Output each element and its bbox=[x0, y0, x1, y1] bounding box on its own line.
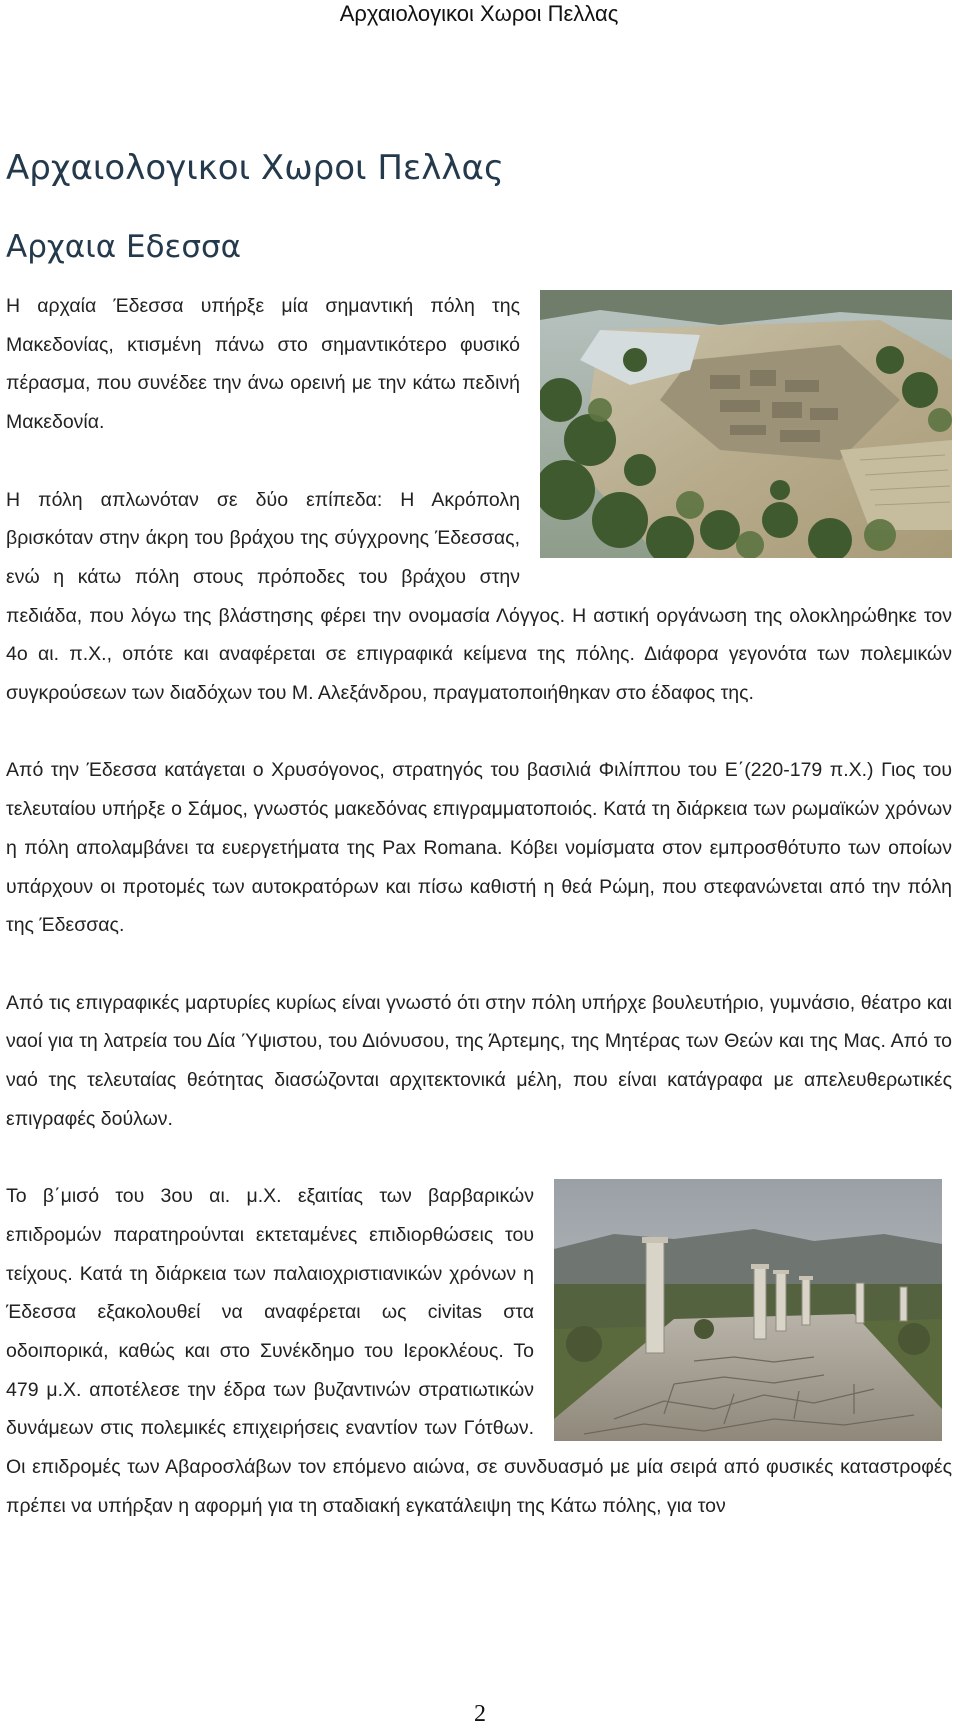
aerial-excavation-photo bbox=[540, 290, 952, 558]
document-title: Αρχαιολογικοι Χωροι Πελλας bbox=[6, 148, 504, 188]
paragraph-1: Η αρχαία Έδεσσα υπήρξε μία σημαντική πόλη της Μακεδονίας, κτισμένη πάνω στο σημαντικότερο φυσικό πέρασμα, που συνέδεε την άνω ορεινή με την κάτω πεδινή Μακεδονία. bbox=[6, 295, 520, 434]
page-number: 2 bbox=[474, 1701, 486, 1727]
section-heading: Αρχαια Εδεσσα bbox=[6, 229, 242, 265]
paragraph-5: Το β΄μισό του 3ου αι. μ.Χ. εξαιτίας των βαρβαρικών επιδρομών παρατηρούνται εκτεταμένες επιδιορθώσεις του τείχους. Κατά τη διάρκεια των παλαιοχριστιανικών χρόνων η Έδεσσα εξακολουθεί να αναφέρεται ως civitas στα οδοιπορικά, καθώς και στο Συνέκδημο του Ιεροκλέους. Το 479 μ.Χ. αποτέλεσε την έδρα των βυζαντινών στρατιωτικών δυνάμεων στις πολεμικές επιχειρήσεις εναντίον των Γότθων. Οι επιδρομές των Αβαροσλάβων τον επόμενο αιώνα, σε συνδυασμό με μία σειρά από φυσικές καταστροφές πρέπει να υπήρξαν η αφορμή για τη σταδιακή εγκατάλειψη της Κάτω πόλης, για τον bbox=[6, 1185, 952, 1517]
ancient-road-columns-image bbox=[554, 1179, 942, 1441]
article-body bbox=[6, 287, 952, 1525]
paragraph-4: Από τις επιγραφικές μαρτυρίες κυρίως είναι γνωστό ότι στην πόλη υπήρχε βουλευτήριο, γυμνάσιο, θέατρο και ναοί για τη λατρεία του Δία Ύψιστου, του Διόνυσου, της Άρτεμης, της Μητέρας των Θεών και της Μας. Από το ναό της τελευταίας θεότητας διασώζονται αρχιτεκτονικά μέλη, που είναι κατάγραφα με απελευθερωτικές επιγραφές δούλων. bbox=[6, 991, 952, 1130]
paragraph-2: Η πόλη απλωνόταν σε δύο επίπεδα: Η Ακρόπολη βρισκόταν στην άκρη του βράχου της σύγχρονης Έδεσσας, ενώ η κάτω πόλη στους πρόποδες του βράχου στην πεδιάδα, που λόγω της βλάστησης φέρει την ονομασία Λόγγος. Η αστική οργάνωση της ολοκληρώθηκε τον 4ο αι. π.Χ., οπότε και αναφέρεται σε επιγραφικά κείμενα της πόλης. Διάφορα γεγονότα των πολεμικών συγκρούσεων των διαδόχων του Μ. Αλεξάνδρου, πραγματοποιήθηκαν στο έδαφος της. bbox=[6, 488, 952, 705]
ancient-road-columns-photo bbox=[554, 1179, 942, 1441]
paragraph-3: Από την Έδεσσα κατάγεται ο Χρυσόγονος, στρατηγός του βασιλιά Φιλίππου του Ε΄(220-179 π.Χ.) Γιος του τελευταίου υπήρξε ο Σάμος, γνωστός μακεδόνας επιγραμματοποιός. Κατά τη διάρκεια των ρωμαϊκών χρόνων η πόλη απολαμβάνει τα ευεργετήματα της Pax Romana. Κόβει νομίσματα στον εμπροσθότυπο των οποίων υπάρχουν οι προτομές των αυτοκρατόρων και πίσω καθιστή η θεά Ρώμη, που στεφανώνεται από την πόλη της Έδεσσας. bbox=[6, 759, 952, 937]
aerial-excavation-image bbox=[540, 290, 952, 558]
running-header: Αρχαιολογικοι Χωροι Πελλας bbox=[339, 1, 619, 26]
